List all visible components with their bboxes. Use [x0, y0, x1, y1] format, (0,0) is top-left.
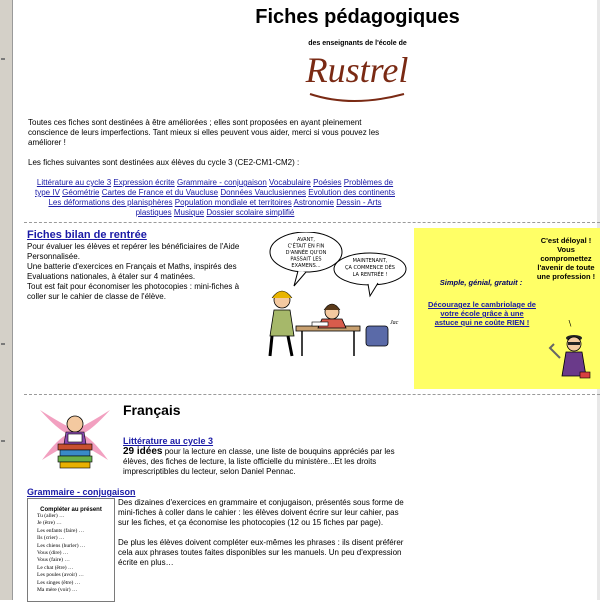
ad-mark: \: [568, 319, 572, 328]
bubble1-line: AVANT,: [296, 237, 316, 243]
bubble2-line: ÇA COMMENCE DÈS: [345, 265, 395, 271]
grammaire-description: [118, 498, 406, 578]
nav-link-poesies[interactable]: Poésies: [313, 178, 342, 187]
nav-link-musique[interactable]: Musique: [173, 208, 205, 217]
nav-link-problemes[interactable]: Problèmes de type IV: [35, 178, 394, 197]
nav-link-population[interactable]: Population mondiale et territoires: [174, 198, 292, 207]
worksheet-line: Je (être) …: [37, 520, 62, 527]
intro-cycle-note: Les fiches suivantes sont destinées aux élèves du cycle 3 (CE2-CM1-CM2) :: [28, 158, 300, 167]
litterature-count: 29 idées: [123, 446, 163, 457]
nav-link-grammaire[interactable]: Grammaire - conjugaison: [176, 178, 267, 187]
worksheet-line: Ma mère (voir) …: [37, 587, 78, 594]
page-title: Fiches pédagogiques: [255, 6, 460, 28]
nav-link-donnees[interactable]: Données Vauclusiennes: [220, 188, 307, 197]
nav-link-vocabulaire[interactable]: Vocabulaire: [269, 178, 311, 187]
rail-tick: [1, 343, 5, 345]
litterature-link[interactable]: Littérature au cycle 3: [123, 436, 214, 446]
intro-text: [28, 118, 400, 178]
rail-tick: [1, 440, 5, 442]
worksheet-line: Vous (faire) …: [37, 557, 70, 564]
page-subtitle: des enseignants de l'école de: [308, 40, 407, 47]
worksheet-line: Les chiens (hurler) …: [37, 542, 86, 549]
worksheet-line: Vous (dire) …: [37, 550, 69, 557]
nav-link-geometrie[interactable]: Géométrie: [62, 188, 100, 197]
section-divider: [24, 394, 600, 395]
rail-tick: [1, 58, 5, 60]
bilan-title-link[interactable]: Fiches bilan de rentrée: [27, 229, 147, 241]
nav-link-dossier[interactable]: Dossier scolaire simplifié: [206, 208, 295, 217]
worksheet-line: Le chat (être) …: [37, 564, 74, 571]
burglar-cartoon: [544, 318, 596, 384]
bubble1-line: EXAMENS...: [291, 263, 321, 269]
worksheet-heading: Compléter au présent: [40, 507, 102, 513]
worksheet-line: Les enfants (faire) …: [37, 527, 85, 534]
nav-link-continents[interactable]: Evolution des continents: [308, 188, 395, 197]
books-reader-cartoon: [38, 400, 112, 470]
litterature-description: [123, 447, 405, 477]
bubble1-line: PASSAIT LES: [290, 256, 322, 263]
worksheet-line: Les poules (avoir) …: [37, 572, 84, 579]
ad-link[interactable]: Découragez le cambriolage de votre école grâce à une astuce qui ne coûte RIEN !: [428, 300, 536, 327]
bubble2-line: LA RENTRÉE !: [352, 272, 388, 278]
topic-nav: [30, 178, 400, 218]
bubble2-line: MAINTENANT,: [352, 258, 388, 264]
bubble1-line: C'ÉTAIT EN FIN: [287, 243, 325, 250]
bilan-description: [27, 242, 249, 302]
worksheet-line: Tu (aller) …: [37, 513, 65, 519]
rustrel-logo: [292, 50, 422, 106]
grammar-worksheet-preview: [27, 498, 115, 602]
nav-link-expression[interactable]: Expression écrite: [113, 178, 175, 187]
worksheet-line: Ils (crier) …: [37, 535, 65, 542]
francais-section-title: Français: [123, 402, 181, 418]
section-divider: [24, 222, 600, 223]
grammaire-text-1: Des dizaines d'exercices en grammaire et conjugaison, présentés sous forme de mini-fiches à coller dans le cahier : les élèves doivent écrire sur leur cahier, pas sur les fiches, et ça économise les photocopies (12 ou 15 fiches par page).: [118, 498, 404, 527]
litterature-text: pour la lecture en classe, une liste de bouquins appréciés par les élèves, des fiches de lecture, la liste officielle du ministère...Et les droits imprescriptibles du lecteur, selon Daniel Pennac.: [123, 447, 395, 476]
intro-paragraph: Toutes ces fiches sont destinées à être améliorées ; elles sont proposées en ayant pleinement conscience de leurs imperfections. Tant mieux si elles peuvent vous aider, merci si vous pouvez les améliorer !: [28, 118, 380, 147]
classroom-cartoon: [258, 232, 410, 362]
ad-warning: C'est déloyal ! Vous compromettez l'avenir de toute une profession !: [536, 236, 596, 281]
left-frame-scrollbar[interactable]: [0, 0, 13, 600]
nav-link-astronomie[interactable]: Astronomie: [293, 198, 334, 207]
nav-link-cartes[interactable]: Cartes de France et du Vaucluse: [101, 188, 219, 197]
grammaire-link[interactable]: Grammaire - conjugaison: [27, 487, 136, 497]
bilan-text-1: Pour évaluer les élèves et repérer les bénéficiaires de l'Aide Personnalisée.: [27, 242, 240, 261]
grammaire-text-2: De plus les élèves doivent compléter eux-mêmes les phrases : ils disent préférer cela aux phrases toutes faites disponibles sur les manuels. Un peu d'expression écrite en plus…: [118, 538, 404, 567]
bubble1-line: D'ANNÉE QU'ON: [285, 250, 327, 256]
nav-link-planispheres[interactable]: Les déformations des planisphères: [48, 198, 173, 207]
nav-link-dessin[interactable]: Dessin - Arts plastiques: [135, 198, 382, 217]
cartoon-signature: Jac: [390, 320, 399, 326]
logo-text: Rustrel: [305, 50, 409, 90]
nav-link-litterature[interactable]: Littérature au cycle 3: [36, 178, 112, 187]
bilan-text-3: Tout est fait pour économiser les photocopies : mini-fiches à coller sur le cahier de classe de l'élève.: [27, 282, 240, 301]
ad-banner: [414, 228, 600, 389]
bilan-text-2: Une batterie d'exercices en Français et Maths, inspirés des Evaluations nationales, à étaler sur 4 matinées.: [27, 262, 237, 281]
worksheet-line: Les singes (être) …: [37, 579, 81, 586]
ad-tagline: Simple, génial, gratuit :: [439, 278, 523, 287]
